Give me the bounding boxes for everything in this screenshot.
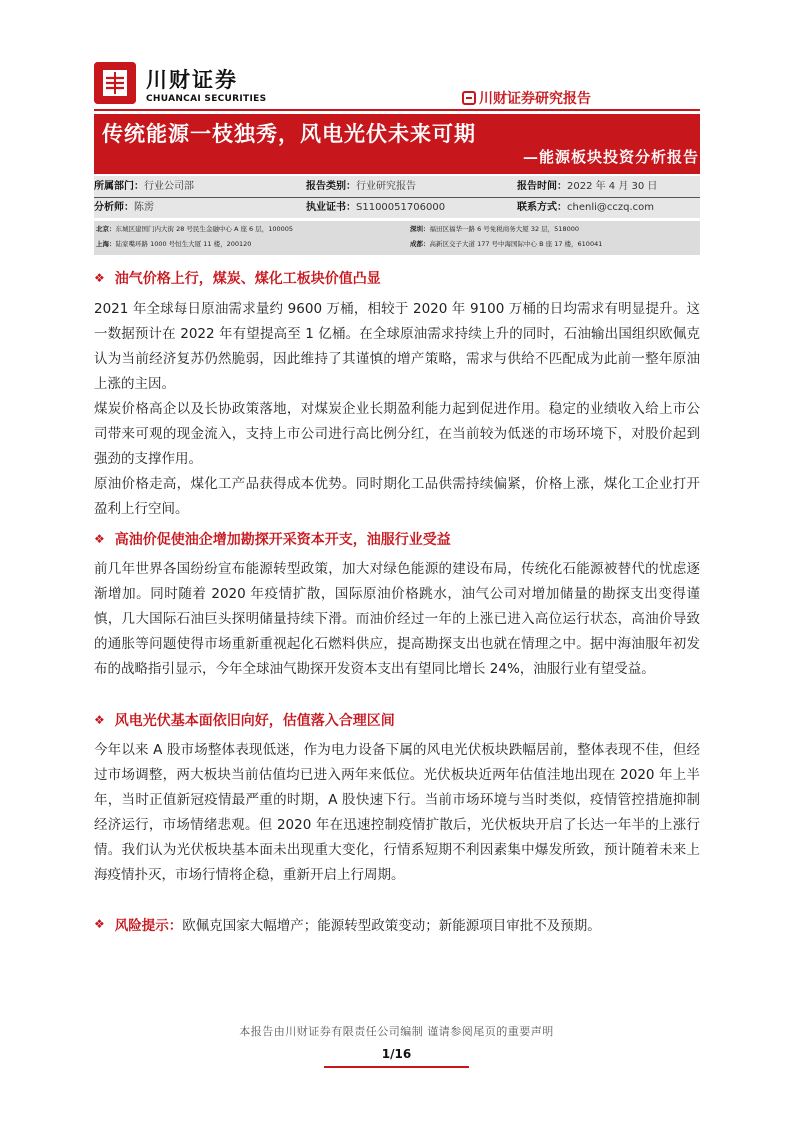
company-name-en: CHUANCAI SECURITIES [146, 94, 267, 104]
cert-label: 执业证书： [306, 202, 356, 213]
diamond-bullet-icon: ❖ [94, 917, 105, 931]
shenzhen-label: 深圳： [410, 225, 430, 233]
section-3-title: 风电光伏基本面依旧向好，估值落入合理区间 [114, 713, 395, 729]
shanghai-label: 上海： [96, 240, 116, 248]
time-field [517, 177, 657, 197]
diamond-bullet-icon: ❖ [94, 532, 105, 546]
chengdu-label: 成都： [410, 240, 430, 248]
section-heading [94, 529, 451, 549]
chengdu-value: 高新区交子大道 177 号中海国际中心 B 座 17 楼，610041 [429, 240, 603, 248]
section-1-title: 油气价格上行，煤炭、煤化工板块价值凸显 [114, 271, 381, 287]
risk-warning [94, 914, 601, 934]
company-name-cn: 川财证券 [146, 68, 238, 92]
paragraph: 前几年世界各国纷纷宣布能源转型政策，加大对绿色能源的建设布局，传统化石能源被替代的忧虑逐渐增加。同时随着 2020 年疫情扩散，国际原油价格跳水，油气公司对增加储量的勘探支出变得谨慎，几大国际石油巨头探明储量持续下滑。而油价经过一年的上涨已进入高位运行状态，高油价导致的通胀等问题使得市场重新重视起化石燃料供应，提高勘探支出也就在情理之中。据中海油服年初发布的战略指引显示，今年全球油气勘探开发资本支出有望同比增长 24%，油服行业有望受益。 [94, 561, 700, 677]
time-value: 2022 年 4 月 30 日 [567, 181, 658, 192]
shenzhen-value: 福田区福华一路 6 号免税商务大厦 32 层，518000 [429, 225, 579, 233]
diamond-bullet-icon: ❖ [94, 713, 105, 727]
footer-rule [324, 1066, 469, 1068]
dept-field [94, 177, 194, 197]
paragraph: 2021 年全球每日原油需求量约 9600 万桶，相较于 2020 年 9100 万桶的日均需求有明显提升。这一数据预计在 2022 年有望提高至 1 亿桶。在全球原油需求持续上升的同时，石油输出国组织欧佩克认为当前经济复苏仍然脆弱，因此维持了其谨慎的增产策略，需求与供给不匹配成为此前一整年原油上涨的主因。 [94, 301, 700, 392]
address-shanghai [96, 240, 251, 249]
report-title: 传统能源一枝独秀，风电光伏未来可期 [102, 121, 476, 146]
footer-disclaimer: 本报告由川财证券有限责任公司编制 谨请参阅尾页的重要声明 [239, 1025, 554, 1038]
dept-value: 行业公司部 [144, 181, 194, 192]
analyst-field [94, 198, 154, 218]
beijing-value: 东城区建国门内大街 28 号民生金融中心 A 座 6 层，100005 [115, 225, 294, 233]
risk-label: 风险提示： [114, 918, 183, 934]
dept-label: 所属部门： [94, 181, 144, 192]
brand-mark-icon [462, 91, 476, 105]
analyst-value: 陈雳 [134, 202, 154, 213]
address-beijing [96, 225, 293, 234]
diamond-bullet-icon: ❖ [94, 271, 105, 285]
address-chengdu [410, 240, 602, 249]
report-brand [462, 88, 591, 108]
chuancai-logo-icon [94, 62, 136, 104]
page-number: 1/16 [381, 1047, 412, 1061]
type-value: 行业研究报告 [356, 181, 416, 192]
section-heading [94, 268, 381, 288]
cert-value: S1100051706000 [356, 202, 446, 213]
report-subtitle: —能源板块投资分析报告 [522, 148, 699, 166]
type-field [306, 177, 416, 197]
paragraph: 今年以来 A 股市场整体表现低迷，作为电力设备下属的风电光伏板块跌幅居前，整体表现不佳，但经过市场调整，两大板块当前估值均已进入两年来低位。光伏板块近两年估值洼地出现在 2020 年上半年，当时正值新冠疫情最严重的时期，A 股快速下行。当前市场环境与当时类似，疫情管控措施抑制经济运行，市场情绪悲观。但 2020 年在迅速控制疫情扩散后，光伏板块开启了长达一年半的上涨行情。我们认为光伏板块基本面未出现重大变化，行情系短期不利因素集中爆发所致，预计随着未来上海疫情扑灭，市场行情将企稳，重新开启上行周期。 [94, 742, 700, 883]
paragraph: 原油价格走高，煤化工产品获得成本优势。同时期化工品供需持续偏紧，价格上涨，煤化工企业打开盈利上行空间。 [94, 476, 700, 517]
beijing-label: 北京： [96, 225, 116, 233]
header-divider [94, 109, 700, 111]
paragraph: 煤炭价格高企以及长协政策落地，对煤炭企业长期盈利能力起到促进作用。稳定的业绩收入给上市公司带来可观的现金流入，支持上市公司进行高比例分红，在当前较为低迷的市场环境下，对股价起到强劲的支撑作用。 [94, 401, 700, 467]
section-heading [94, 710, 395, 730]
shanghai-value: 陆家嘴环路 1000 号恒生大厦 11 楼，200120 [115, 240, 252, 248]
time-label: 报告时间： [517, 181, 567, 192]
type-label: 报告类别： [306, 181, 356, 192]
cert-field [306, 198, 445, 218]
risk-text: 欧佩克国家大幅增产；能源转型政策变动；新能源项目审批不及预期。 [182, 918, 601, 934]
analyst-label: 分析师： [94, 202, 134, 213]
address-shenzhen [410, 225, 579, 234]
section-2-title: 高油价促使油企增加勘探开采资本开支，油服行业受益 [114, 532, 451, 548]
contact-email-link[interactable]: chenli@cczq.com [567, 202, 655, 213]
contact-field[interactable] [517, 198, 654, 218]
report-brand-label: 川财证券研究报告 [479, 91, 591, 107]
contact-label: 联系方式： [517, 202, 567, 213]
info-row-2 [94, 198, 700, 218]
info-row-1 [94, 177, 700, 197]
